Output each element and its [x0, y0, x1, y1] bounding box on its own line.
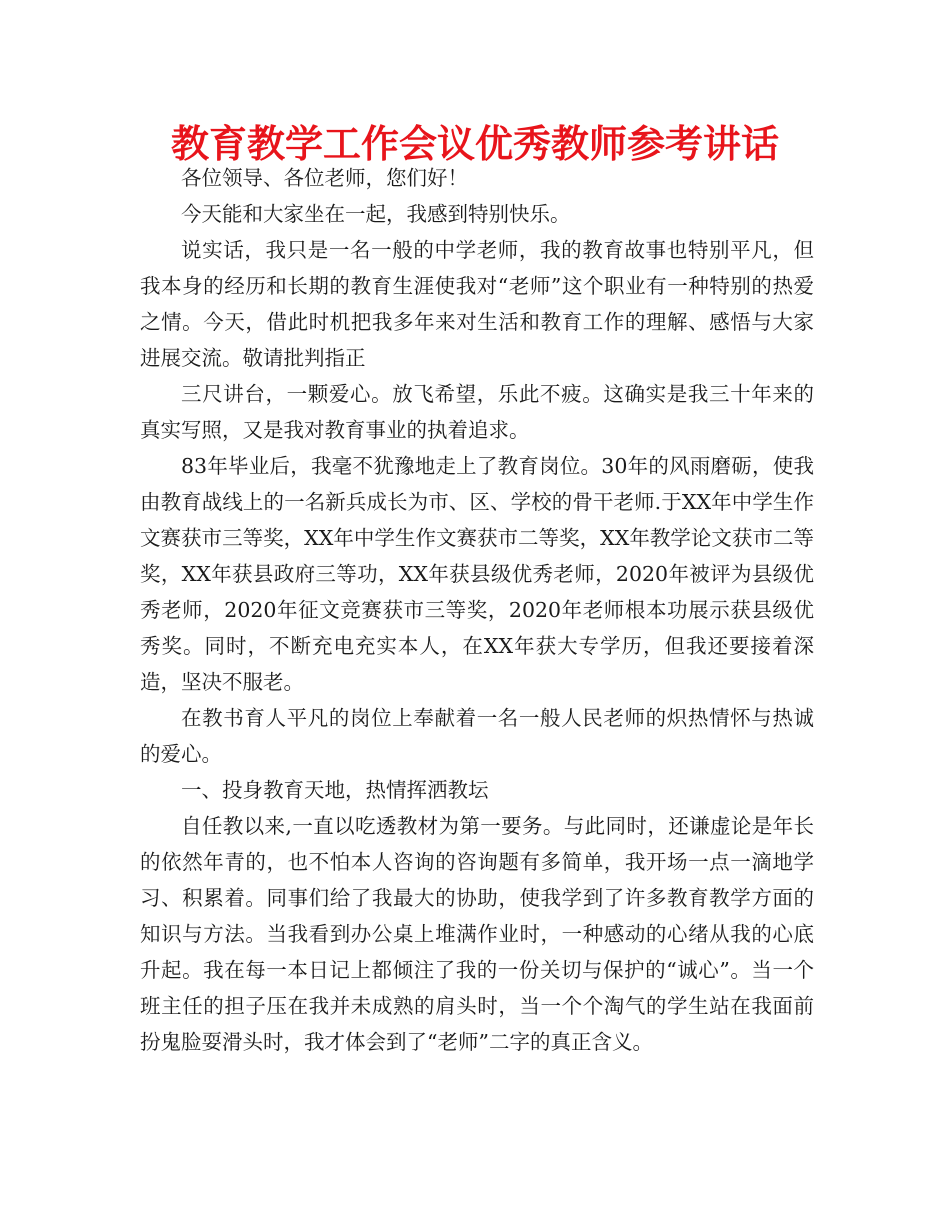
document-body	[140, 160, 814, 1060]
paragraph-teaching-experience: 自任教以来,一直以吃透教材为第一要务。与此同时，还谦虚论是年长的依然年青的，也不怕本人咨询的咨询题有多简单，我开场一点一滴地学习、积累着。同事们给了我最大的协助，使我学到了许多教育教学方面的知识与方法。当我看到办公桌上堆满作业时，一种感动的心绪从我的心底升起。我在每一本日记上都倾注了我的一份关切与保护的“诚心”。当一个班主任的担子压在我并未成熟的肩头时，当一个个淘气的学生站在我面前扮鬼脸耍滑头时，我才体会到了“老师”二字的真正含义。	[140, 814, 814, 1054]
paragraph-introduction: 说实话，我只是一名一般的中学老师，我的教育故事也特别平凡，但我本身的经历和长期的教育生涯使我对“老师”这个职业有一种特别的热爱之情。今天，借此时机把我多年来对生活和教育工作的理解、感悟与大家进展交流。敬请批判指正	[140, 238, 814, 370]
paragraph-motto: 三尺讲台，一颗爱心。放飞希望，乐此不疲。这确实是我三十年来的真实写照，又是我对教育事业的执着追求。	[140, 382, 814, 442]
paragraph-opening: 今天能和大家坐在一起，我感到特别快乐。	[181, 202, 571, 226]
document-title: 教育教学工作会议优秀教师参考讲话	[170, 122, 779, 166]
paragraph-greeting: 各位领导、各位老师，您们好！	[181, 166, 468, 190]
paragraph-achievements: 83年毕业后，我毫不犹豫地走上了教育岗位。30年的风雨磨砺，使我由教育战线上的一名新兵成长为市、区、学校的骨干老师.于XX年中学生作文赛获市三等奖，XX年中学生作文赛获市二等奖，XX年教学论文获市二等奖，XX年获县政府三等功，XX年获县级优秀老师，2020年被评为县级优秀老师，2020年征文竞赛获市三等奖，2020年老师根本功展示获县级优秀奖。同时，不断充电充实本人，在XX年获大专学历，但我还要接着深造，坚决不服老。	[140, 454, 814, 694]
section-heading-1: 一、投身教育天地，热情挥洒教坛	[181, 778, 489, 802]
paragraph-dedication: 在教书育人平凡的岗位上奉献着一名一般人民老师的炽热情怀与热诚的爱心。	[140, 706, 814, 766]
